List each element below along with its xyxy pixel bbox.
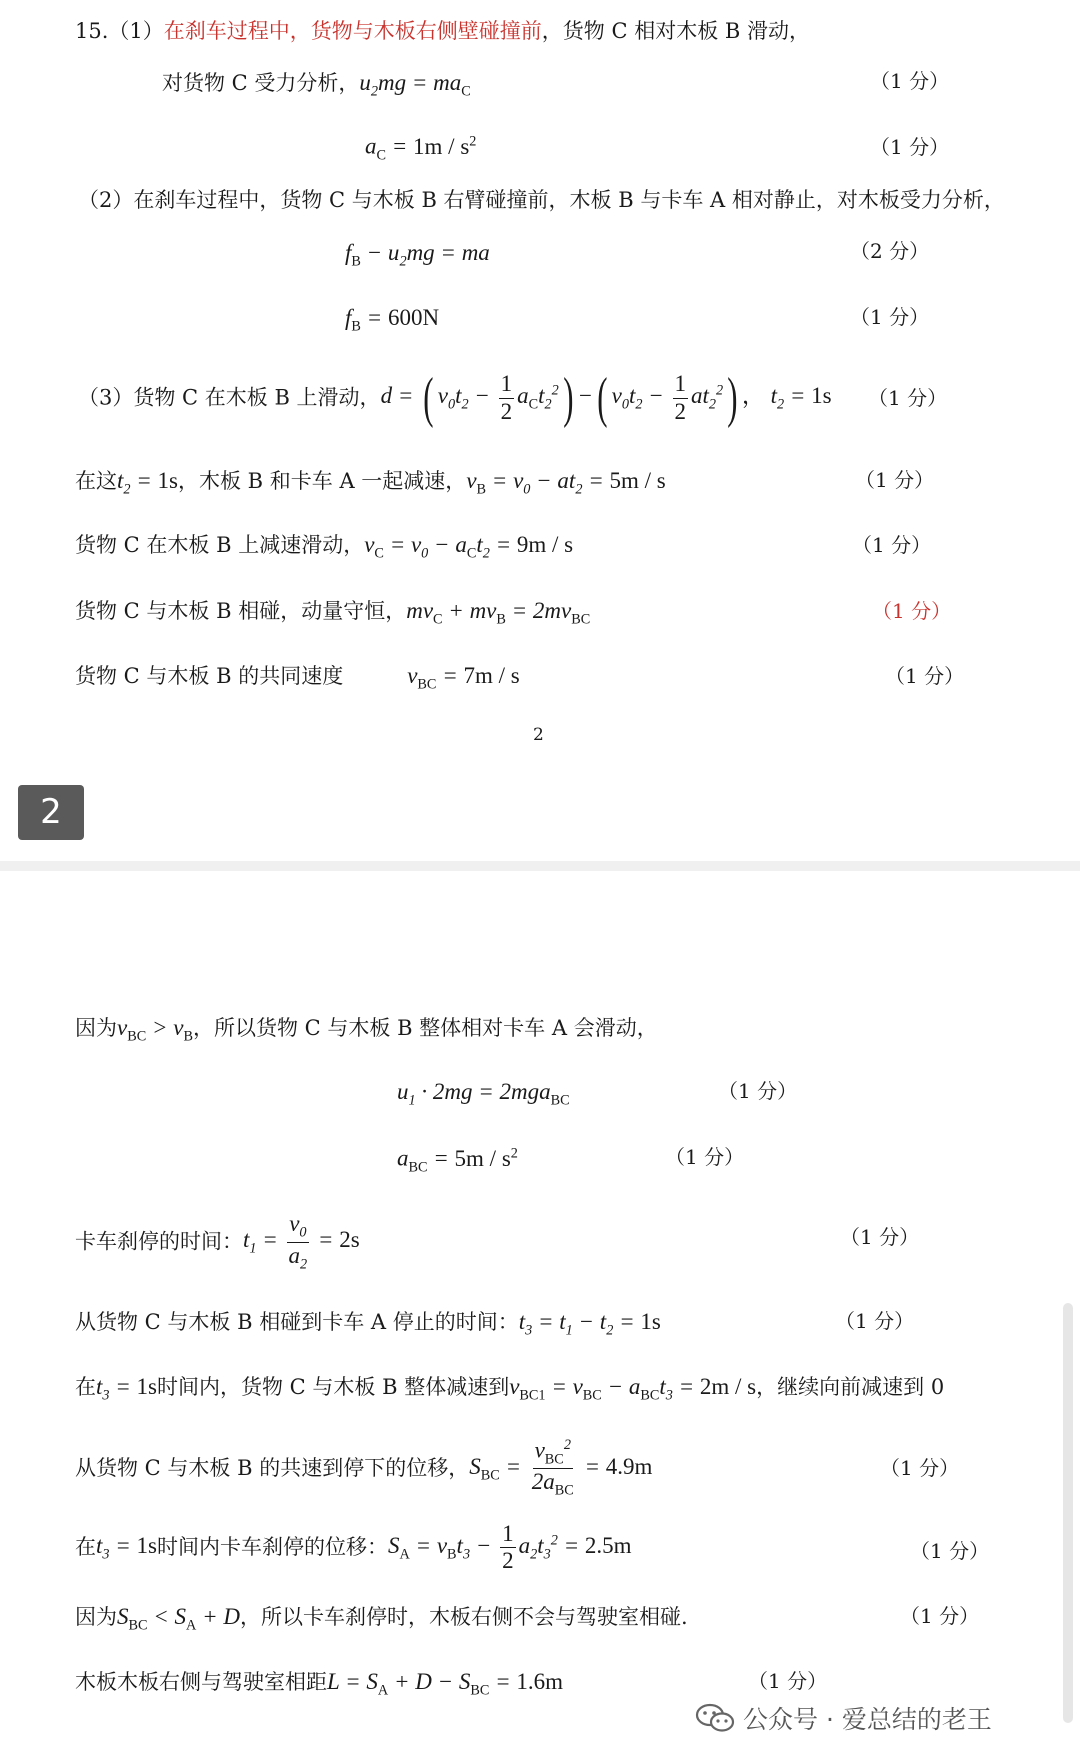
equation: $v_{BC1} = v_{BC} - a_{BC}t_3 = 2m / s$ bbox=[509, 1374, 757, 1404]
force-analysis-c: 对货物 C 受力分析，$u_2mg = ma_C$ bbox=[162, 70, 471, 100]
equation: $L = S_A + D - S_{BC} = 1.6m$ bbox=[327, 1669, 564, 1699]
equation: $t_3 = t_1 - t_2 = 1s$ bbox=[518, 1309, 661, 1339]
part2-intro: （2）在刹车过程中，货物 C 与木板 B 右臂碰撞前，木板 B 与卡车 A 相对静止，对木板受力分析， bbox=[78, 188, 1005, 212]
displacement-sbc-line: 从货物 C 与木板 B 的共速到停下的位移，$S_{BC}$ = $\frac{v_{BC}^2}{2a_{BC}}$ = 4.9m bbox=[75, 1437, 653, 1499]
equation: $u_2mg = ma_C$ bbox=[359, 70, 471, 100]
scrollbar[interactable] bbox=[1063, 1303, 1073, 1723]
displacement-sa-line: 在$t_3 = 1s$时间内卡车刹停的位移：$S_A = v_Bt_3$ − $\frac{1}{2}$ $a_2t_3^2 = 2.5m$ bbox=[75, 1521, 632, 1574]
score: （1 分） bbox=[852, 533, 932, 557]
score-highlighted: （1 分） bbox=[872, 599, 952, 623]
score: （1 分） bbox=[910, 1539, 990, 1563]
score: （1 分） bbox=[880, 1456, 960, 1480]
page-number: 2 bbox=[533, 725, 544, 745]
equation-friction: $u_1 \cdot 2mg = 2mga_{BC}$ bbox=[397, 1079, 570, 1109]
equation-fb-value: $f_B = 600N$ bbox=[345, 305, 440, 335]
score: （1 分） bbox=[885, 664, 965, 688]
equation: $v_{BC} = 7m / s$ bbox=[407, 663, 520, 693]
velocity-b-line: 在这$t_2 = 1s$，木板 B 和卡车 A 一起减速，$v_B = v_0 - at_2 = 5m / s$ bbox=[75, 468, 666, 498]
equation: $S_A = v_Bt_3$ − $\frac{1}{2}$ $a_2t_3^2 = 2.5m$ bbox=[388, 1521, 632, 1574]
equation-abc: $a_{BC} = 5m / s^2$ bbox=[397, 1145, 518, 1176]
score: （1 分） bbox=[855, 468, 935, 492]
watermark bbox=[695, 1700, 992, 1736]
distance-l-line: 木板木板右侧与驾驶室相距$L = S_A + D - S_{BC} = 1.6m$ bbox=[75, 1669, 564, 1699]
q15-intro: 15.（1）在刹车过程中，货物与木板右侧壁碰撞前，货物 C 相对木板 B 滑动， bbox=[75, 19, 810, 43]
equation-fb: $f_B - u_2mg$ = ma bbox=[345, 240, 490, 270]
page-badge: 2 bbox=[18, 785, 84, 840]
score: （1 分） bbox=[850, 305, 930, 329]
equation: $v_B = v_0 - at_2 = 5m / s$ bbox=[466, 468, 666, 498]
common-velocity-line: 货物 C 与木板 B 的共同速度 $v_{BC} = 7m / s$ bbox=[75, 663, 520, 693]
wechat-icon bbox=[695, 1703, 735, 1733]
score: （1 分） bbox=[870, 69, 950, 93]
sliding-condition: 因为$v_{BC} > v_B$，所以货物 C 与木板 B 整体相对卡车 A 会滑动， bbox=[75, 1015, 658, 1045]
part3-displacement: （3）货物 C 在木板 B 上滑动，d = ( $v_0t_2$ − $\frac{1}{2}$ $a_Ct_2^2$) −( $v_0t_2$ − $\frac{1}{2}$ $at_2^2$) ， $t_2 = 1s$ bbox=[78, 367, 832, 429]
score: （1 分） bbox=[900, 1604, 980, 1628]
velocity-c-line: 货物 C 在木板 B 上减速滑动，$v_C = v_0 - a_Ct_2 = 9m / s$ bbox=[75, 532, 574, 562]
equation: $v_C = v_0 - a_Ct_2 = 9m / s$ bbox=[364, 532, 574, 562]
velocity-bc1-line: 在$t_3 = 1s$时间内，货物 C 与木板 B 整体减速到$v_{BC1} = v_{BC} - a_{BC}t_3 = 2m / s$，继续向前减速到 0 bbox=[75, 1374, 945, 1404]
time-t3-line: 从货物 C 与木板 B 相碰到卡车 A 停止的时间：$t_3 = t_1 - t_2 = 1s$ bbox=[75, 1309, 661, 1339]
watermark-text: 公众号 · 爱总结的老王 bbox=[743, 1705, 992, 1734]
no-collision-line: 因为$S_{BC} < S_A + D$，所以卡车刹停时，木板右侧不会与驾驶室相碰. bbox=[75, 1604, 688, 1634]
equation: $S_{BC}$ = $\frac{v_{BC}^2}{2a_{BC}}$ = 4.9m bbox=[469, 1437, 653, 1499]
score: （1 分） bbox=[840, 1225, 920, 1249]
score: （1 分） bbox=[870, 135, 950, 159]
score: （1 分） bbox=[665, 1145, 745, 1169]
score: （1 分） bbox=[718, 1079, 798, 1103]
equation: d = ( $v_0t_2$ − $\frac{1}{2}$ $a_Ct_2^2$) −( $v_0t_2$ − $\frac{1}{2}$ $at_2^2$) ， $t_2 = 1s$ bbox=[380, 367, 832, 429]
highlight-text: 在刹车过程中，货物与木板右侧壁碰撞前 bbox=[163, 19, 542, 43]
score: （2 分） bbox=[850, 239, 930, 263]
brake-time-line: 卡车刹停的时间：$t_1$ = $\frac{v_0}{a_2}$ = 2s bbox=[75, 1211, 360, 1273]
momentum-line: 货物 C 与木板 B 相碰，动量守恒，$mv_C + mv_B = 2mv_{BC}$ bbox=[75, 598, 591, 628]
score: （1 分） bbox=[748, 1669, 828, 1693]
equation: $t_1$ = $\frac{v_0}{a_2}$ = 2s bbox=[243, 1211, 360, 1273]
score: （1 分） bbox=[868, 386, 948, 410]
equation: $mv_C + mv_B = 2mv_{BC}$ bbox=[406, 598, 591, 628]
page-separator bbox=[0, 861, 1080, 871]
score: （1 分） bbox=[835, 1309, 915, 1333]
equation-ac: $a_C = 1m / s^2$ bbox=[365, 133, 477, 164]
